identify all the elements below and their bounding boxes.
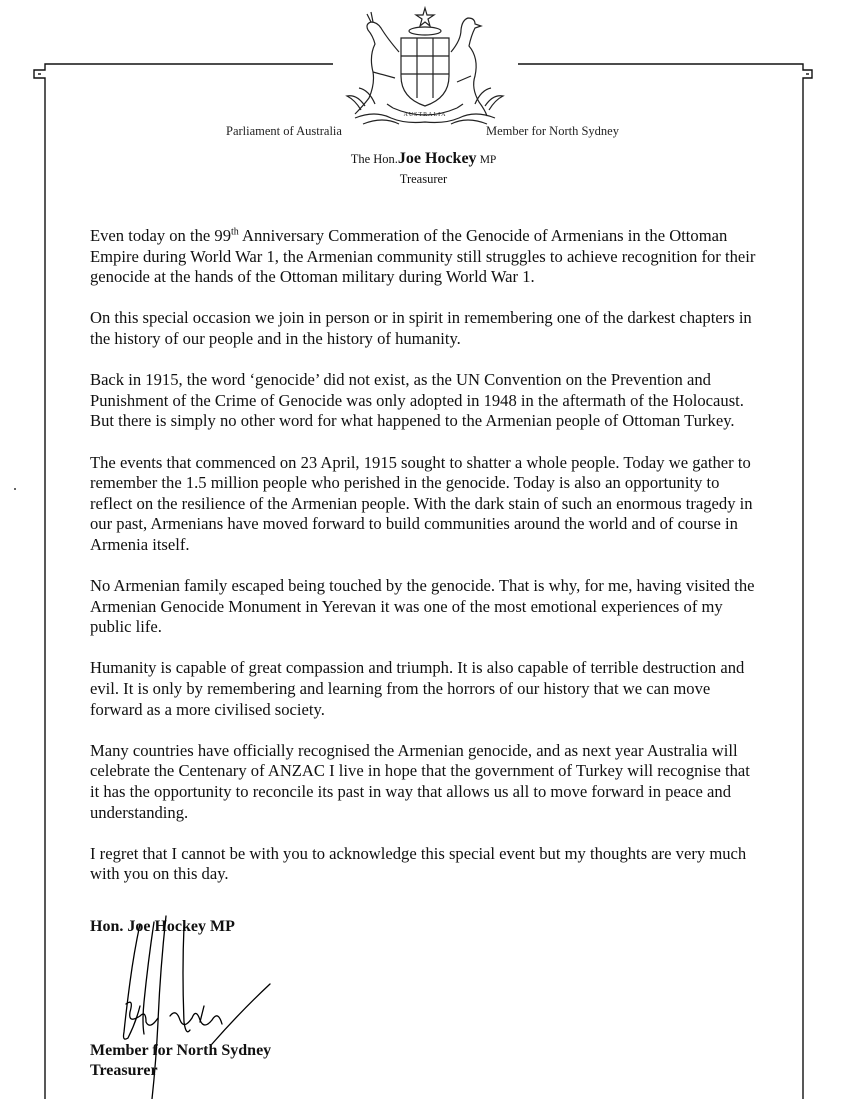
letter-paragraph: I regret that I cannot be with you to acknowledge this special event but my thoughts are very much with you on this day.	[90, 843, 747, 884]
member-role: Treasurer	[399, 172, 448, 186]
header-parliament: Parliament of Australia	[226, 124, 342, 138]
name-suffix: MP	[479, 154, 497, 166]
member-name-line	[0, 150, 847, 168]
letter-paragraph: Humanity is capable of great compassion and triumph. It is also capable of terrible destruction and evil. It is only by remembering and learning from the horrors of our history that we can move forward as a more civilised society.	[90, 658, 745, 719]
letter-paragraph	[90, 226, 760, 288]
letter-body	[90, 226, 760, 906]
crest-motto: AUSTRALIA	[403, 112, 447, 118]
header-electorate: Member for North Sydney	[486, 124, 619, 138]
paragraph-text: Even today on the 99	[90, 226, 232, 245]
signatory-name: Hon. Joe Hockey MP	[90, 918, 235, 935]
paragraph-text: Anniversary Commeration of the Genocide of Armenians in the Ottoman Empire during World War 1, the Armenian community still struggles to achieve recognition for their genocide at the hands of the Ottoman military during World War 1.	[90, 226, 756, 287]
signatory-role: Treasurer	[90, 1062, 158, 1079]
scan-speck	[14, 488, 16, 490]
coat-of-arms-crest	[335, 6, 515, 138]
ordinal-suffix: th	[231, 226, 239, 238]
signatory-electorate: Member for North Sydney	[90, 1042, 272, 1059]
member-name: Joe Hockey	[397, 150, 477, 167]
name-prefix: The Hon.	[350, 152, 398, 166]
letter-paragraph: Many countries have officially recognised the Armenian genocide, and as next year Australia will celebrate the Centenary of ANZAC I live in hope that the government of Turkey will recognise that it has the opportunity to reconcile its past in way that allows us all to move forward in peace and understanding.	[90, 740, 750, 822]
letter-paragraph: Back in 1915, the word ‘genocide’ did not exist, as the UN Convention on the Prevention and Punishment of the Crime of Genocide was only adopted in 1948 in the aftermath of the Holocaust. But there is simply no other word for what happened to the Armenian people of Ottoman Turkey.	[90, 370, 744, 431]
letter-paragraph: The events that commenced on 23 April, 1915 sought to shatter a whole people. Today we gather to remember the 1.5 million people who perished in the genocide. Today is also an opportunity to reflect on the resilience of the Armenian people. With the dark stain of such an enormous tragedy in our past, Armenians have moved forward to build communities around the world and of course in Armenia itself.	[90, 452, 753, 554]
letter-paragraph: No Armenian family escaped being touched by the genocide. That is why, for me, having visited the Armenian Genocide Monument in Yerevan it was one of the most emotional experiences of my public life.	[90, 576, 755, 637]
letter-paragraph: On this special occasion we join in person or in spirit in remembering one of the darkest chapters in the history of our people and in the history of humanity.	[90, 308, 752, 348]
